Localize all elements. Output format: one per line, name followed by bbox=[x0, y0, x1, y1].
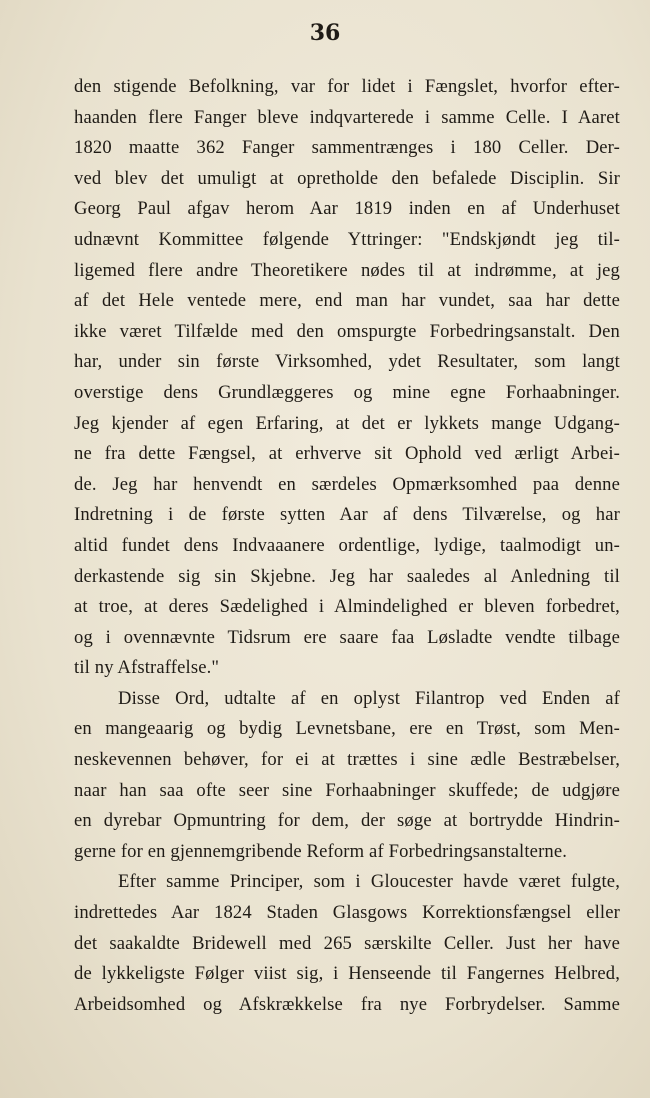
text-line: den stigende Befolkning, var for lidet i Fængslet, hvorfor efter- bbox=[74, 76, 620, 97]
text-line: at troe, at deres Sædelighed i Almindelighed er bleven forbedret, bbox=[74, 596, 620, 618]
text-line: derkastende sig sin Skjebne. Jeg har saaledes al Anledning til bbox=[74, 565, 620, 587]
text-line: gerne for en gjennemgribende Reform af Forbedringsanstalterne. bbox=[74, 840, 568, 862]
text-line: neskevennen behøver, for ei at trættes i sine ædle Bestræbelser, bbox=[74, 749, 620, 771]
text-line: de. Jeg har henvendt en særdeles Opmærksomhed paa denne bbox=[74, 473, 620, 495]
text-line: ligemed flere andre Theoretikere nødes til at indrømme, at jeg bbox=[74, 259, 620, 281]
text-line: af det Hele ventede mere, end man har vundet, saa har dette bbox=[74, 290, 620, 312]
text-line: naar han saa ofte seer sine Forhaabninger skuffede; de udgjøre bbox=[74, 779, 620, 801]
page-number: 36 bbox=[309, 20, 341, 46]
text-line: og i ovennævnte Tidsrum ere saare faa Løsladte vendte tilbage bbox=[74, 626, 620, 648]
text-line: Efter samme Principer, som i Gloucester havde været fulgte, bbox=[118, 871, 620, 893]
text-line: altid fundet dens Indvaaanere ordentlige, lydige, taalmodigt un- bbox=[74, 534, 620, 556]
text-line: indrettedes Aar 1824 Staden Glasgows Korrektionsfængsel eller bbox=[74, 902, 620, 924]
text-line: 1820 maatte 362 Fanger sammentrænges i 180 Celler. Der- bbox=[74, 137, 620, 159]
text-line: det saakaldte Bridewell med 265 særskilte Celler. Just her have bbox=[74, 932, 620, 954]
text-line: Georg Paul afgav herom Aar 1819 inden en af Underhuset bbox=[74, 198, 620, 220]
text-line: udnævnt Kommittee følgende Yttringer: "Endskjøndt jeg til- bbox=[74, 228, 620, 250]
text-line: en mangeaarig og bydig Levnetsbane, ere en Trøst, som Men- bbox=[74, 718, 620, 740]
text-line: til ny Afstraffelse." bbox=[74, 657, 220, 679]
text-line: ikke været Tilfælde med den omspurgte Forbedringsanstalt. Den bbox=[74, 320, 620, 342]
text-line: de lykkeligste Følger viist sig, i Henseende til Fangernes Helbred, bbox=[74, 963, 620, 985]
text-line: ved blev det umuligt at opretholde den befalede Disciplin. Sir bbox=[74, 167, 620, 189]
text-line: Arbeidsomhed og Afskrækkelse fra nye Forbrydelser. Samme bbox=[74, 993, 620, 1015]
body-text bbox=[74, 72, 620, 1020]
text-line: Disse Ord, udtalte af en oplyst Filantrop ved Enden af bbox=[118, 687, 620, 709]
text-line: overstige dens Grundlæggeres og mine egne Forhaabninger. bbox=[74, 381, 620, 403]
text-line: Indretning i de første sytten Aar af dens Tilværelse, og har bbox=[74, 504, 620, 526]
text-line: ne fra dette Fængsel, at erhverve sit Ophold ved ærligt Arbei- bbox=[74, 443, 620, 465]
text-line: har, under sin første Virksomhed, ydet Resultater, som langt bbox=[74, 351, 620, 373]
text-line: haanden flere Fanger bleve indqvarterede i samme Celle. I Aaret bbox=[74, 106, 620, 128]
text-line: Jeg kjender af egen Erfaring, at det er lykkets mange Udgang- bbox=[74, 412, 620, 434]
text-line: en dyrebar Opmuntring for dem, der søge at bortrydde Hindrin- bbox=[74, 810, 620, 832]
